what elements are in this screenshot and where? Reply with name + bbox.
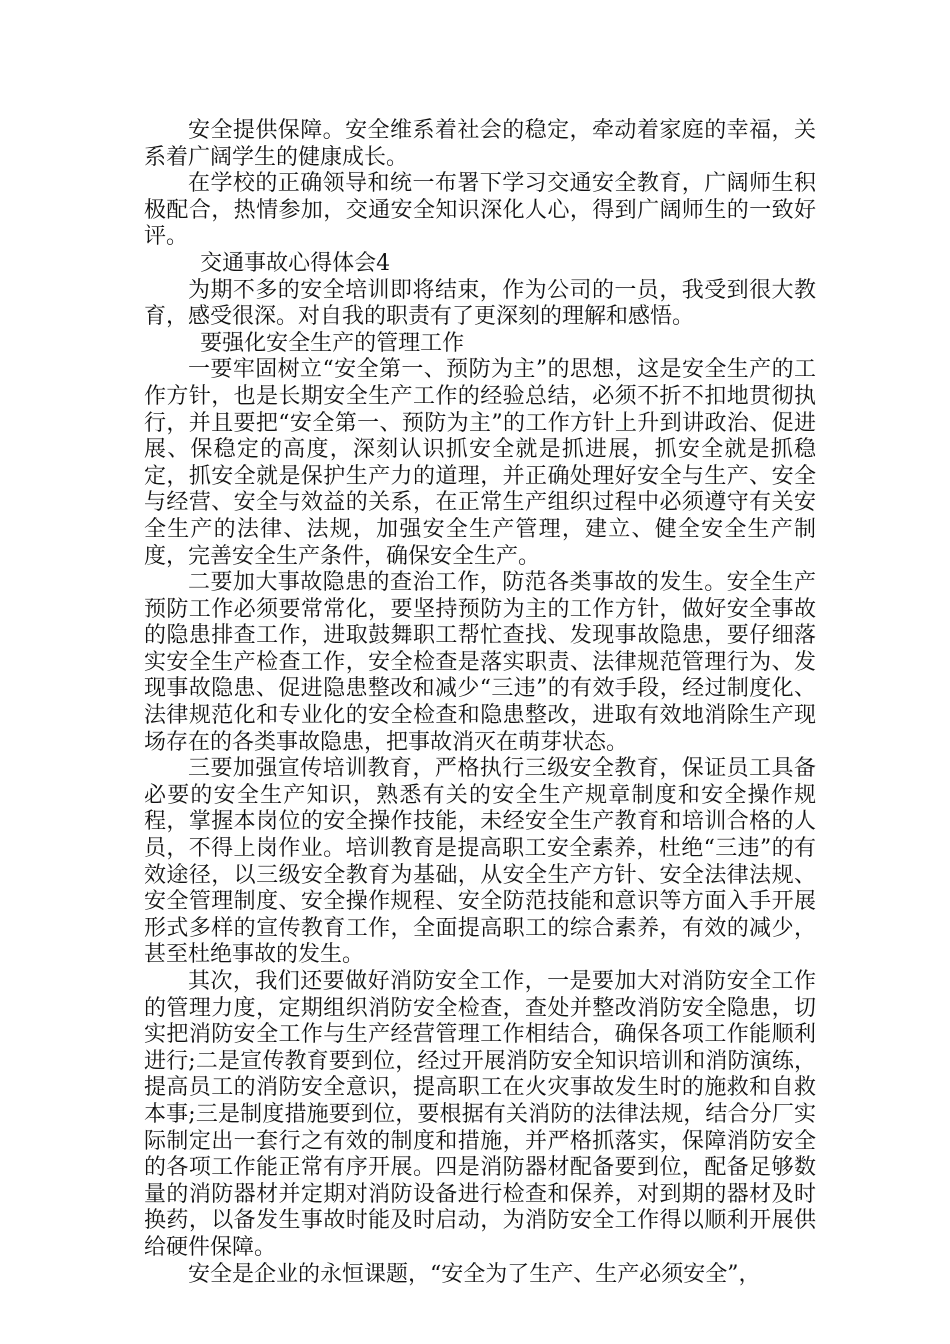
paragraph-4: 一要牢固树立“安全第一、预防为主”的思想，这是安全生产的工作方针，也是长期安全生产工作的经验总结，必须不折不扣地贯彻执行，并且要把“安全第一、预防为主”的工作方针上升到讲政治、促进展、保稳定的高度，深刻认识抓安全就是抓进展，抓安全就是抓稳定，抓安全就是保护生产力的道理，并正确处理好安全与生产、安全与经营、安全与效益的关系，在正常生产组织过程中必须遵守有关安全生产的法律、法规，加强安全生产管理，建立、健全安全生产制度，完善安全生产条件，确保安全生产。 — [144, 357, 816, 569]
paragraph-7: 其次，我们还要做好消防安全工作，一是要加大对消防安全工作的管理力度，定期组织消防安全检查，查处并整改消防安全隐患，切实把消防安全工作与生产经营管理工作相结合，确保各项工作能顺利进行;二是宣传教育要到位，经过开展消防安全知识培训和消防演练，提高员工的消防安全意识，提高职工在火灾事故发生时的施救和自救本事;三是制度措施要到位，要根据有关消防的法律法规，结合分厂实际制定出一套行之有效的制度和措施，并严格抓落实，保障消防安全的各项工作能正常有序开展。四是消防器材配备要到位，配备足够数量的消防器材并定期对消防设备进行检查和保养，对到期的器材及时换药，以备发生事故时能及时启动，为消防安全工作得以顺利开展供给硬件保障。 — [144, 969, 816, 1260]
paragraph-6: 三要加强宣传培训教育，严格执行三级安全教育，保证员工具备必要的安全生产知识，熟悉有关的安全生产规章制度和安全操作规程，掌握本岗位的安全操作技能，未经安全生产教育和培训合格的人员，不得上岗作业。培训教育是提高职工安全素养，杜绝“三违”的有效途径，以三级安全教育为基础，从安全生产方针、安全法律法规、安全管理制度、安全操作规程、安全防范技能和意识等方面入手开展形式多样的宣传教育工作，全面提高职工的综合素养，有效的减少，甚至杜绝事故的发生。 — [144, 756, 816, 968]
section-heading-4: 交通事故心得体会4 — [200, 250, 391, 276]
paragraph-3: 为期不多的安全培训即将结束，作为公司的一员，我受到很大教育，感受很深。对自我的职责有了更深刻的理解和感悟。 — [144, 277, 816, 330]
paragraph-8: 安全是企业的永恒课题，“安全为了生产、生产必须安全”， — [188, 1261, 761, 1287]
document-page — [144, 118, 816, 1288]
paragraph-5: 二要加大事故隐患的查治工作，防范各类事故的发生。安全生产预防工作必须要常常化，要坚持预防为主的工作方针，做好安全事故的隐患排查工作，进取鼓舞职工帮忙查找、发现事故隐患，要仔细落实安全生产检查工作，安全检查是落实职责、法律规范管理行为、发现事故隐患、促进隐患整改和减少“三违”的有效手段，经过制度化、法律规范化和专业化的安全检查和隐患整改，进取有效地消除生产现场存在的各类事故隐患，把事故消灭在萌芽状态。 — [144, 570, 816, 755]
paragraph-1: 安全提供保障。安全维系着社会的稳定，牵动着家庭的幸福，关系着广阔学生的健康成长。 — [144, 118, 816, 170]
paragraph-2: 在学校的正确领导和统一布署下学习交通安全教育，广阔师生积极配合，热情参加，交通安全知识深化人心，得到广阔师生的一致好评。 — [144, 171, 816, 250]
subheading-safety-management: 要强化安全生产的管理工作 — [200, 330, 465, 356]
